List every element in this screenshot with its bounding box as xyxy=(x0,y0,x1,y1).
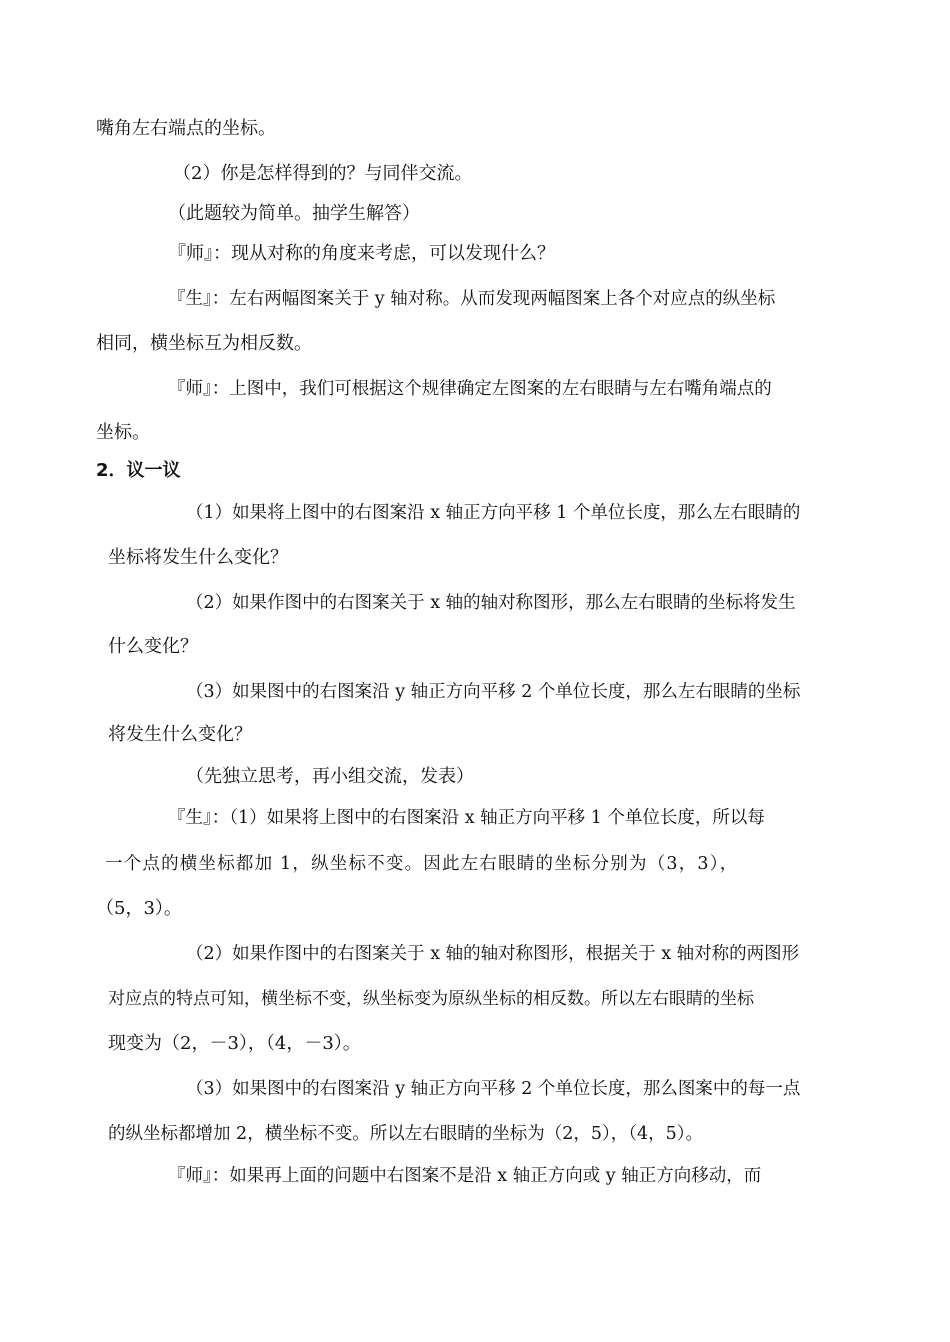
text-line: 『生』：左右两幅图案关于 y 轴对称。从而发现两幅图案上各个对应点的纵坐标 xyxy=(168,289,776,309)
text-line: 将发生什么变化？ xyxy=(108,724,252,745)
text-line: （5，3）。 xyxy=(96,898,182,919)
text-line: 什么变化？ xyxy=(108,636,198,657)
text-line: 坐标。 xyxy=(96,422,150,443)
text-line: 『师』：如果再上面的问题中右图案不是沿 x 轴正方向或 y 轴正方向移动，而 xyxy=(168,1166,762,1186)
text-line: （2）如果作图中的右图案关于 x 轴的轴对称图形，那么左右眼睛的坐标将发生 xyxy=(186,593,796,613)
text-line: 一个点的横坐标都加 1，纵坐标不变。因此左右眼睛的坐标分别为（3，3）， xyxy=(105,854,739,874)
text-line: 『师』：现从对称的角度来考虑，可以发现什么？ xyxy=(168,243,555,264)
section-heading: 2．议一议 xyxy=(96,460,181,481)
text-line: （2）如果作图中的右图案关于 x 轴的轴对称图形，根据关于 x 轴对称的两图形 xyxy=(186,944,800,964)
text-line: （2）你是怎样得到的？与同伴交流。 xyxy=(173,163,473,184)
text-line: 『生』：（1）如果将上图中的右图案沿 x 轴正方向平移 1 个单位长度，所以每 xyxy=(168,808,765,828)
text-line: 嘴角左右端点的坐标。 xyxy=(96,118,276,139)
text-line: （先独立思考，再小组交流，发表） xyxy=(186,766,474,787)
text-line: 对应点的特点可知，横坐标不变，纵坐标变为原纵坐标的相反数。所以左右眼睛的坐标 xyxy=(108,989,754,1009)
text-line: 相同，横坐标互为相反数。 xyxy=(96,333,312,354)
text-line: 『师』：上图中，我们可根据这个规律确定左图案的左右眼睛与左右嘴角端点的 xyxy=(168,379,772,399)
text-line: （3）如果图中的右图案沿 y 轴正方向平移 2 个单位长度，那么左右眼睛的坐标 xyxy=(186,682,801,702)
text-line: 坐标将发生什么变化？ xyxy=(108,547,288,568)
text-line: （此题较为简单。抽学生解答） xyxy=(168,203,420,224)
text-line: 现变为（2，－3），（4，－3）。 xyxy=(108,1033,361,1054)
text-line: （1）如果将上图中的右图案沿 x 轴正方向平移 1 个单位长度，那么左右眼睛的 xyxy=(186,503,801,523)
text-line: 的纵坐标都增加 2，横坐标不变。所以左右眼睛的坐标为（2，5），（4，5）。 xyxy=(108,1124,703,1144)
text-line: （3）如果图中的右图案沿 y 轴正方向平移 2 个单位长度，那么图案中的每一点 xyxy=(186,1079,801,1099)
